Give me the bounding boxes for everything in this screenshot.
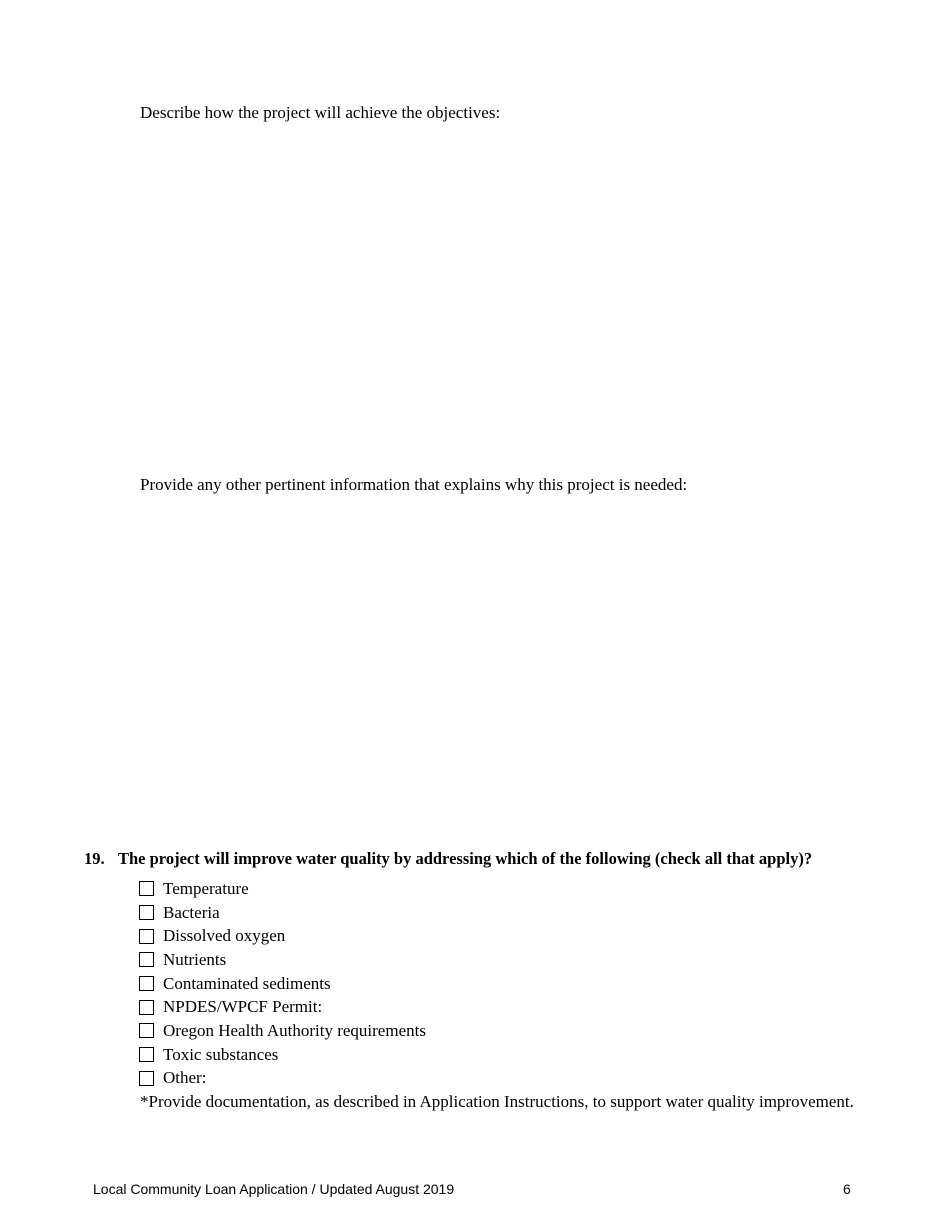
option-label: Other: [163, 1068, 207, 1088]
prompt-pertinent-info: Provide any other pertinent information that explains why this project is needed: [140, 475, 688, 494]
checkbox[interactable] [139, 929, 154, 944]
checkbox[interactable] [139, 1071, 154, 1086]
page-number: 6 [843, 1181, 851, 1197]
checkbox[interactable] [139, 905, 154, 920]
question-text: The project will improve water quality by addressing which of the following (check all that apply)? [118, 849, 813, 868]
checkbox[interactable] [139, 976, 154, 991]
option-label: Dissolved oxygen [163, 926, 286, 946]
pertinent-info-answer-area[interactable] [140, 502, 860, 832]
checkbox[interactable] [139, 1047, 154, 1062]
checkbox[interactable] [139, 1000, 154, 1015]
checkbox[interactable] [139, 952, 154, 967]
checkbox[interactable] [139, 881, 154, 896]
option-label: Nutrients [163, 949, 227, 969]
checkbox[interactable] [139, 1023, 154, 1038]
option-label: Temperature [163, 878, 249, 898]
option-label: Bacteria [163, 902, 220, 922]
option-oha-requirements [139, 1019, 426, 1043]
question-19-title [84, 849, 812, 869]
option-label: Oregon Health Authority requirements [163, 1020, 426, 1040]
prompt-objectives: Describe how the project will achieve the objectives: [140, 103, 501, 122]
option-npdes-wpcf-permit [139, 995, 426, 1019]
option-dissolved-oxygen [139, 924, 426, 948]
option-toxic-substances [139, 1043, 426, 1067]
option-nutrients [139, 948, 426, 972]
question-number: 19. [84, 849, 105, 868]
option-label: Toxic substances [163, 1044, 279, 1064]
documentation-note: *Provide documentation, as described in Application Instructions, to support water quality improvement. [140, 1092, 854, 1111]
option-temperature [139, 877, 426, 901]
objectives-answer-area[interactable] [140, 130, 860, 460]
option-bacteria [139, 901, 426, 925]
water-quality-options [139, 877, 426, 1090]
option-label: NPDES/WPCF Permit: [163, 997, 323, 1017]
option-contaminated-sediments [139, 972, 426, 996]
footer-title: Local Community Loan Application / Updated August 2019 [93, 1181, 455, 1197]
option-other [139, 1067, 426, 1091]
option-label: Contaminated sediments [163, 973, 331, 993]
